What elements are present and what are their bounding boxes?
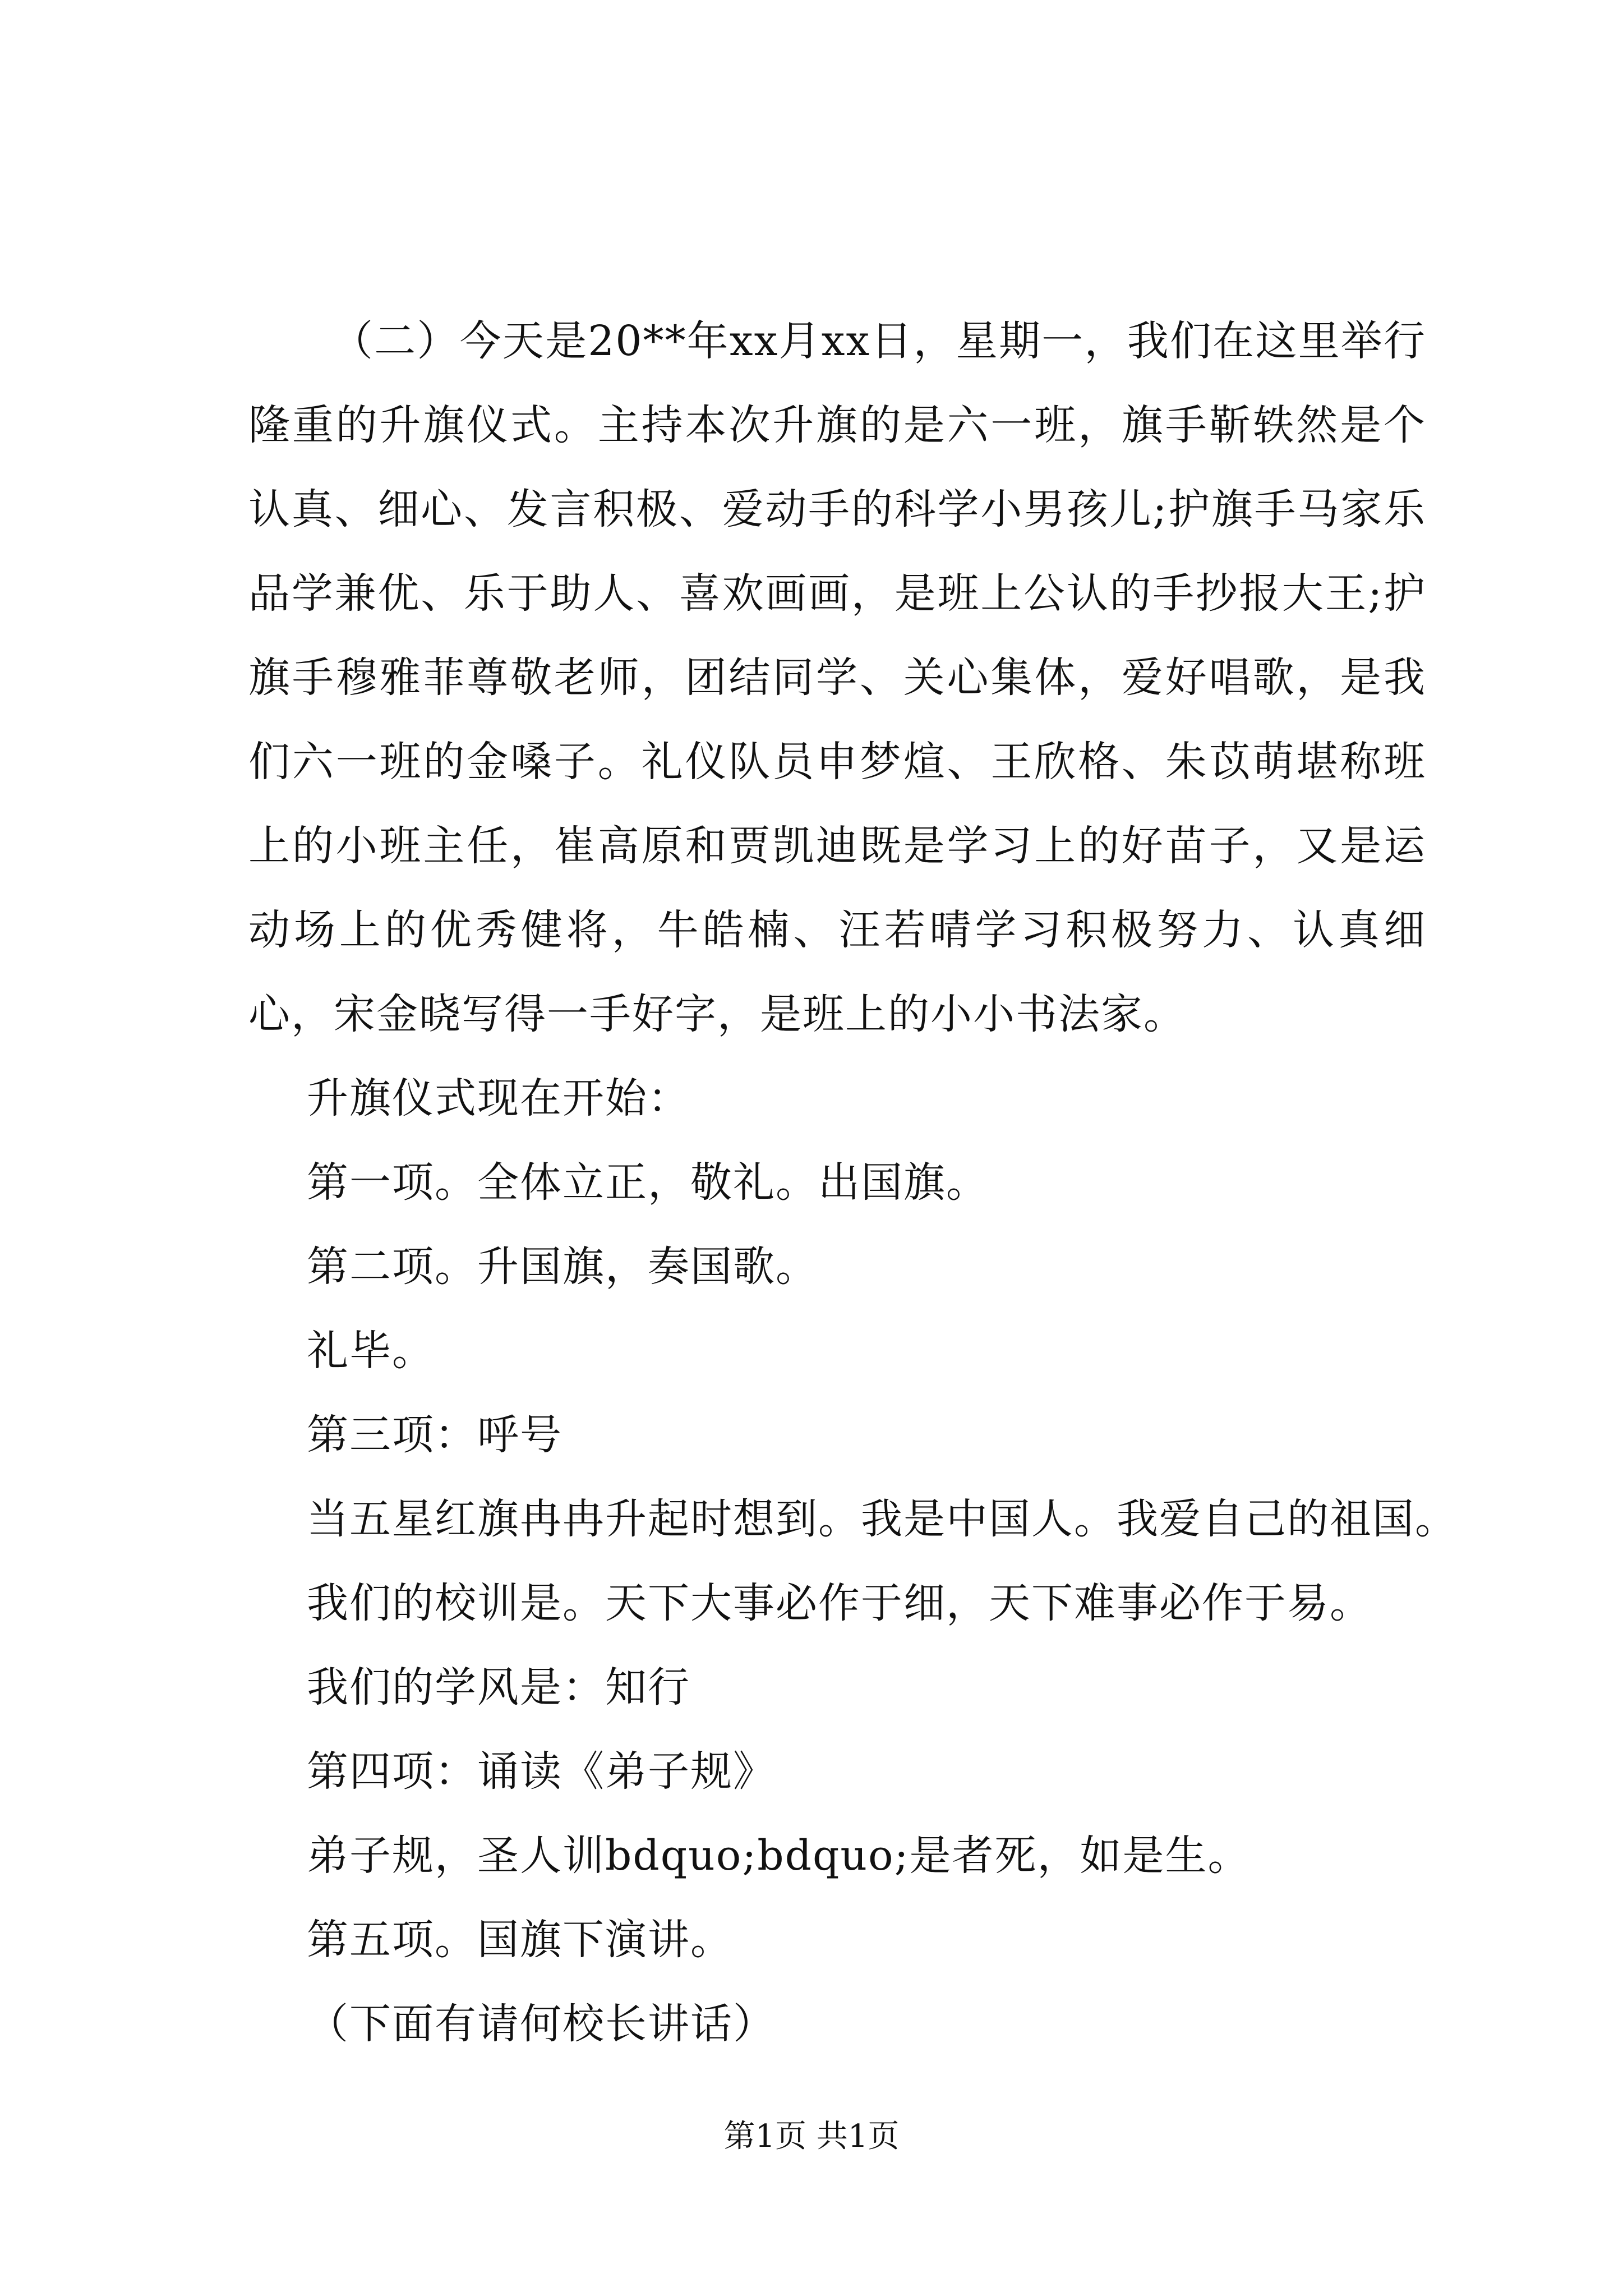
line-item-one: 第一项。全体立正，敬礼。出国旗。 bbox=[307, 1158, 989, 1207]
line-item-four: 第四项：诵读《弟子规》 bbox=[307, 1747, 776, 1796]
line-ceremony-start: 升旗仪式现在开始： bbox=[307, 1074, 690, 1122]
line-study-style: 我们的学风是：知行 bbox=[307, 1663, 690, 1711]
line-slogan-flag: 当五星红旗冉冉升起时想到。我是中国人。我爱自己的祖国。 bbox=[307, 1495, 1458, 1543]
paragraph-intro: （二）今天是20**年xx月xx日，星期一，我们在这里举行隆重的升旗仪式。主持本次升旗的是六一班，旗手靳轶然是个认真、细心、发言积极、爱动手的科学小男孩儿;护旗手马家乐品学兼优、乐于助人、喜欢画画，是班上公认的手抄报大王;护旗手穆雅菲尊敬老师，团结同学、关心集体，爱好唱歌，是我们六一班的金嗓子。礼仪队员申梦煊、王欣格、朱苡萌堪称班上的小班主任，崔高原和贾凯迪既是学习上的好苗子，又是运动场上的优秀健将，牛皓楠、汪若晴学习积极努力、认真细心，宋金晓写得一手好字，是班上的小小书法家。 bbox=[248, 317, 1426, 1038]
line-dizigui-text: 弟子规，圣人训bdquo;bdquo;是者死，如是生。 bbox=[307, 1832, 1251, 1880]
line-item-two: 第二项。升国旗，奏国歌。 bbox=[307, 1243, 818, 1291]
line-school-motto: 我们的校训是。天下大事必作于细，天下难事必作于易。 bbox=[307, 1579, 1372, 1627]
page-footer: 第1页 共1页 bbox=[723, 2118, 900, 2155]
document-body bbox=[248, 299, 1458, 2066]
line-principal-speech: （下面有请何校长讲话） bbox=[307, 2000, 776, 2048]
line-item-five: 第五项。国旗下演讲。 bbox=[307, 1916, 733, 1964]
line-salute-end: 礼毕。 bbox=[307, 1327, 435, 1375]
line-item-three: 第三项：呼号 bbox=[307, 1411, 562, 1459]
